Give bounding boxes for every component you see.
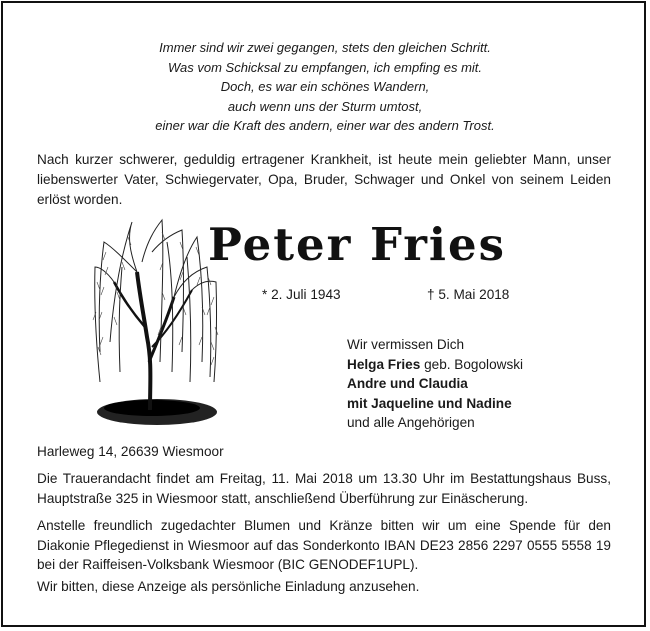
- birth-date: * 2. Juli 1943: [262, 287, 341, 302]
- funeral-info: Die Trauerandacht findet am Freitag, 11. Mai 2018 um 13.30 Uhr im Bestattungshaus Buss, Hauptstraße 325 in Wiesmoor statt, anschließend Überführung zur Einäscherung.: [37, 471, 611, 506]
- deceased-name: Peter Fries: [208, 218, 506, 271]
- willow-tree-icon: [92, 212, 222, 442]
- mourner-line: [347, 374, 523, 394]
- poem-line: Doch, es war ein schönes Wandern,: [220, 79, 430, 94]
- mourner-name: Helga Fries: [347, 356, 421, 372]
- address: Harleweg 14, 26639 Wiesmoor: [37, 444, 224, 459]
- poem-line: auch wenn uns der Sturm umtost,: [227, 98, 423, 114]
- intro-text: Nach kurzer schwerer, geduldig ertragener Krankheit, ist heute mein geliebter Mann, unser liebenswerter Vater, Schwiegervater, Opa, Bruder, Schwager und Onkel von seinem Leiden erlöst worden.: [37, 152, 611, 207]
- poem-line: Was vom Schicksal zu empfangen, ich empfing es mit.: [167, 59, 483, 75]
- mourner-maiden-name: geb. Bogolowski: [420, 356, 524, 372]
- poem-line: einer war die Kraft des andern, einer war des andern Trost.: [155, 118, 495, 133]
- poem: [40, 38, 610, 136]
- poem-line: Immer sind wir zwei gegangen, stets den gleichen Schritt.: [159, 40, 491, 55]
- death-date: † 5. Mai 2018: [427, 287, 510, 302]
- mourners-list: [347, 335, 523, 433]
- mourner-line: [347, 355, 523, 375]
- mourners-intro: Wir vermissen Dich: [347, 337, 465, 352]
- mourner-name: mit Jaqueline und Nadine: [347, 395, 512, 411]
- mourner-name: Andre und Claudia: [347, 376, 468, 391]
- donation-info: Anstelle freundlich zugedachter Blumen und Kränze bitten wir um eine Spende für den Diakonie Pflegedienst in Wiesmoor auf das Sonderkonto IBAN DE23 2856 2297 0555 5558 19 bei der Raiffeisen-Volksbank Wiesmoor (BIC GENODEF1UPL).: [37, 518, 611, 572]
- invitation-note: Wir bitten, diese Anzeige als persönliche Einladung anzusehen.: [37, 579, 420, 594]
- mourner-line: und alle Angehörigen: [347, 415, 475, 430]
- mourner-line: [347, 394, 523, 414]
